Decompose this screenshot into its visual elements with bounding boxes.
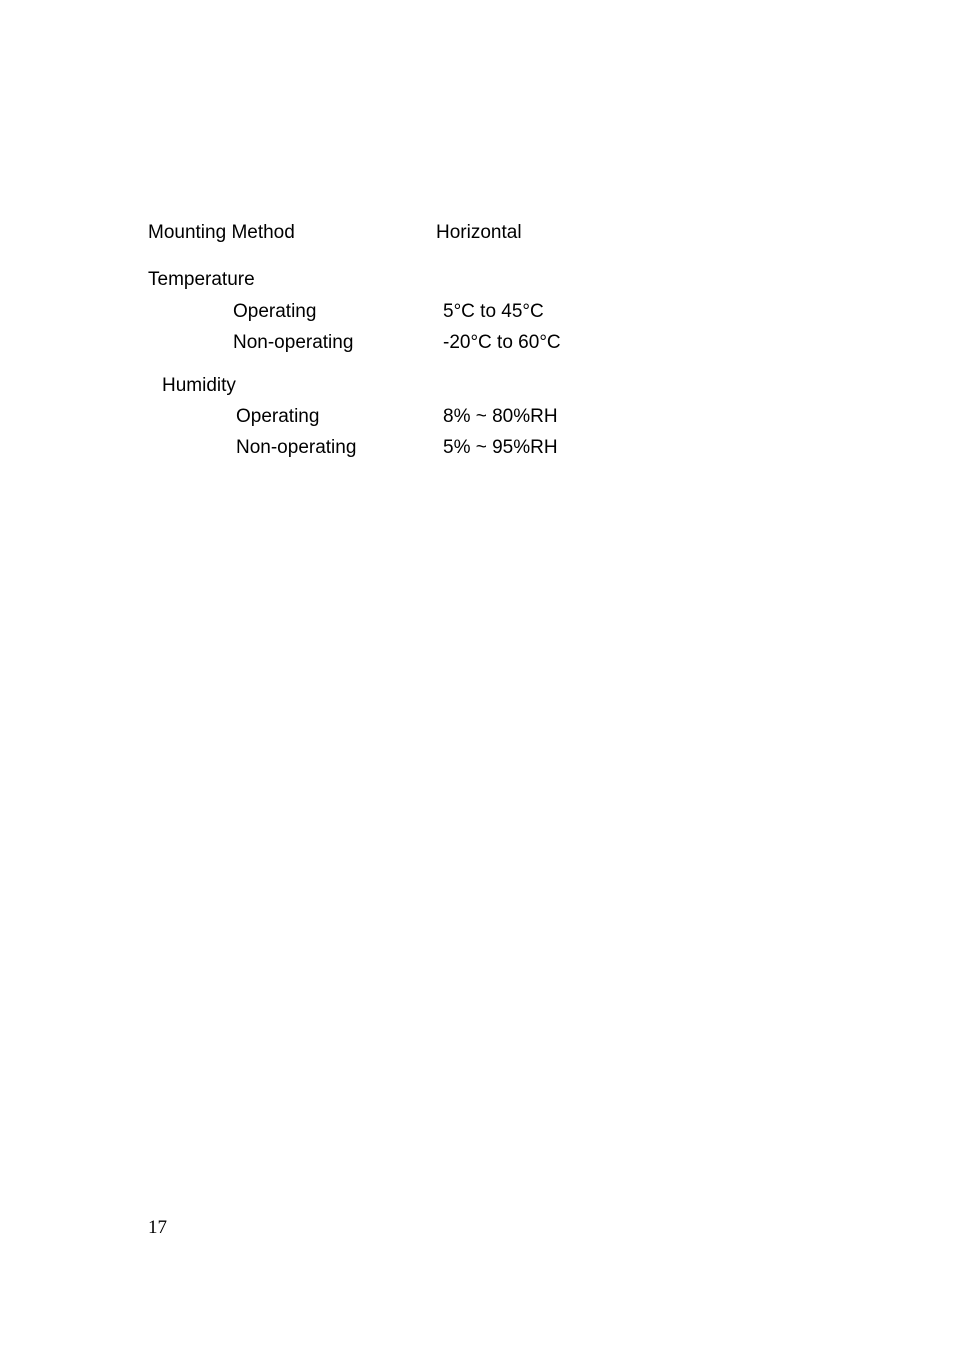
humidity-operating-label: Operating (236, 406, 320, 427)
temperature-operating-value: 5°C to 45°C (443, 301, 544, 322)
page-number: 17 (148, 1217, 167, 1238)
temperature-heading: Temperature (148, 269, 255, 290)
mounting-method-value: Horizontal (436, 222, 522, 243)
mounting-method-label: Mounting Method (148, 222, 295, 243)
temperature-non-operating-value: -20°C to 60°C (443, 332, 561, 353)
humidity-operating-value: 8% ~ 80%RH (443, 406, 558, 427)
humidity-heading: Humidity (162, 375, 236, 396)
temperature-non-operating-label: Non-operating (233, 332, 354, 353)
temperature-operating-label: Operating (233, 301, 317, 322)
humidity-non-operating-label: Non-operating (236, 437, 357, 458)
humidity-non-operating-value: 5% ~ 95%RH (443, 437, 558, 458)
